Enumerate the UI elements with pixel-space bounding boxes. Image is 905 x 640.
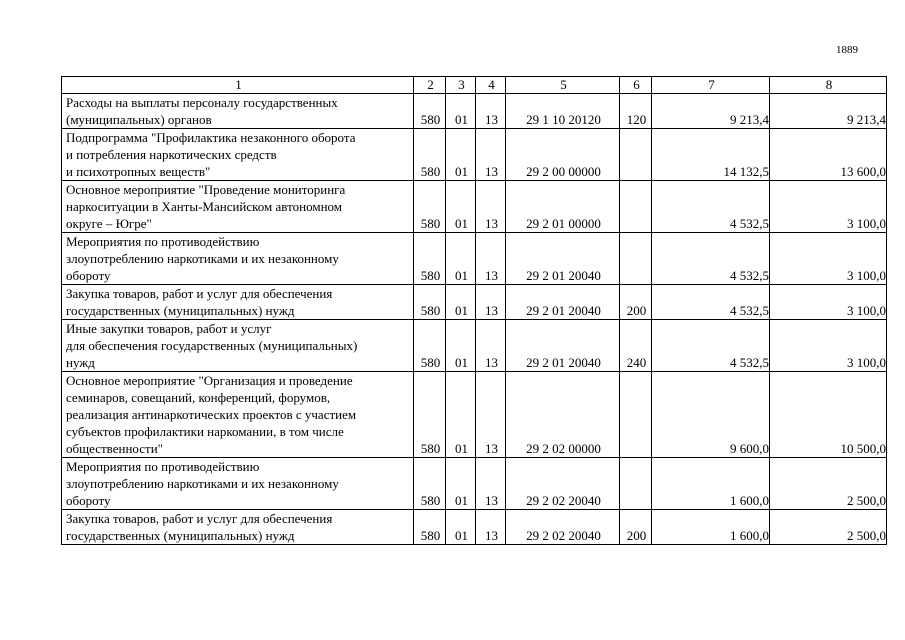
amount-cell: 1 600,0 (652, 510, 770, 545)
header-cell: 4 (476, 77, 506, 94)
header-cell: 6 (620, 77, 652, 94)
expense-type-cell (620, 372, 652, 458)
target-article-cell: 29 1 10 20120 (506, 94, 620, 129)
subsection-cell: 13 (476, 458, 506, 510)
amount-cell: 4 532,5 (652, 181, 770, 233)
header-cell: 8 (770, 77, 887, 94)
section-cell: 01 (446, 94, 476, 129)
amount-cell: 2 500,0 (770, 510, 887, 545)
table-header-row (62, 77, 887, 94)
table-row (62, 458, 887, 510)
amount-cell: 2 500,0 (770, 458, 887, 510)
section-cell: 01 (446, 129, 476, 181)
subsection-cell: 13 (476, 94, 506, 129)
table-row (62, 320, 887, 372)
row-name-cell: Закупка товаров, работ и услуг для обеспечения государственных (муниципальных) нужд (62, 510, 414, 545)
subsection-cell: 13 (476, 129, 506, 181)
admin-code-cell: 580 (414, 458, 446, 510)
amount-cell: 9 213,4 (652, 94, 770, 129)
amount-cell: 3 100,0 (770, 285, 887, 320)
section-cell: 01 (446, 233, 476, 285)
admin-code-cell: 580 (414, 233, 446, 285)
header-cell: 1 (62, 77, 414, 94)
admin-code-cell: 580 (414, 94, 446, 129)
row-name-cell: Расходы на выплаты персоналу государственных (муниципальных) органов (62, 94, 414, 129)
expense-type-cell: 120 (620, 94, 652, 129)
expense-type-cell (620, 129, 652, 181)
target-article-cell: 29 2 00 00000 (506, 129, 620, 181)
amount-cell: 9 600,0 (652, 372, 770, 458)
row-name-cell: Иные закупки товаров, работ и услуг для обеспечения государственных (муниципальных) нужд (62, 320, 414, 372)
admin-code-cell: 580 (414, 320, 446, 372)
expense-type-cell: 200 (620, 285, 652, 320)
row-name-cell: Закупка товаров, работ и услуг для обеспечения государственных (муниципальных) нужд (62, 285, 414, 320)
amount-cell: 13 600,0 (770, 129, 887, 181)
section-cell: 01 (446, 372, 476, 458)
target-article-cell: 29 2 02 00000 (506, 372, 620, 458)
target-article-cell: 29 2 01 00000 (506, 181, 620, 233)
table-row (62, 285, 887, 320)
target-article-cell: 29 2 01 20040 (506, 233, 620, 285)
section-cell: 01 (446, 285, 476, 320)
section-cell: 01 (446, 320, 476, 372)
amount-cell: 9 213,4 (770, 94, 887, 129)
admin-code-cell: 580 (414, 285, 446, 320)
amount-cell: 3 100,0 (770, 181, 887, 233)
subsection-cell: 13 (476, 285, 506, 320)
target-article-cell: 29 2 02 20040 (506, 510, 620, 545)
header-cell: 3 (446, 77, 476, 94)
expense-type-cell: 240 (620, 320, 652, 372)
amount-cell: 3 100,0 (770, 233, 887, 285)
amount-cell: 14 132,5 (652, 129, 770, 181)
admin-code-cell: 580 (414, 129, 446, 181)
expense-type-cell (620, 233, 652, 285)
section-cell: 01 (446, 458, 476, 510)
admin-code-cell: 580 (414, 181, 446, 233)
row-name-cell: Подпрограмма "Профилактика незаконного оборота и потребления наркотических средств и психотропных веществ" (62, 129, 414, 181)
subsection-cell: 13 (476, 233, 506, 285)
subsection-cell: 13 (476, 372, 506, 458)
page-number: 1889 (836, 44, 858, 56)
amount-cell: 4 532,5 (652, 285, 770, 320)
target-article-cell: 29 2 01 20040 (506, 285, 620, 320)
header-cell: 7 (652, 77, 770, 94)
table-row (62, 129, 887, 181)
amount-cell: 4 532,5 (652, 233, 770, 285)
amount-cell: 3 100,0 (770, 320, 887, 372)
row-name-cell: Основное мероприятие "Организация и проведение семинаров, совещаний, конференций, форумов, реализация антинаркотических проектов с участием субъектов профилактики наркомании, в том числе общественности" (62, 372, 414, 458)
table-row (62, 233, 887, 285)
expense-type-cell (620, 181, 652, 233)
row-name-cell: Основное мероприятие "Проведение мониторинга наркоситуации в Ханты-Мансийском автономном округе – Югре" (62, 181, 414, 233)
table-row (62, 372, 887, 458)
header-cell: 5 (506, 77, 620, 94)
row-name-cell: Мероприятия по противодействию злоупотреблению наркотиками и их незаконному обороту (62, 233, 414, 285)
amount-cell: 4 532,5 (652, 320, 770, 372)
subsection-cell: 13 (476, 181, 506, 233)
section-cell: 01 (446, 510, 476, 545)
header-cell: 2 (414, 77, 446, 94)
row-name-cell: Мероприятия по противодействию злоупотреблению наркотиками и их незаконному обороту (62, 458, 414, 510)
admin-code-cell: 580 (414, 372, 446, 458)
table-row (62, 510, 887, 545)
amount-cell: 1 600,0 (652, 458, 770, 510)
target-article-cell: 29 2 02 20040 (506, 458, 620, 510)
subsection-cell: 13 (476, 320, 506, 372)
expense-type-cell: 200 (620, 510, 652, 545)
section-cell: 01 (446, 181, 476, 233)
admin-code-cell: 580 (414, 510, 446, 545)
target-article-cell: 29 2 01 20040 (506, 320, 620, 372)
budget-table (61, 76, 887, 545)
table-row (62, 181, 887, 233)
expense-type-cell (620, 458, 652, 510)
amount-cell: 10 500,0 (770, 372, 887, 458)
subsection-cell: 13 (476, 510, 506, 545)
table-row (62, 94, 887, 129)
